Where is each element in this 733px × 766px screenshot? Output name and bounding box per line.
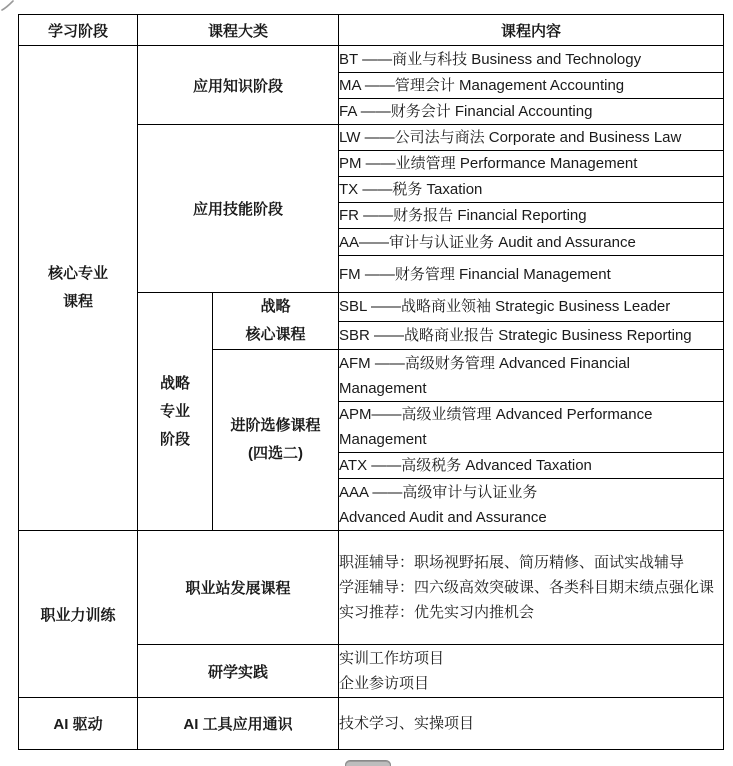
course-lw: LW ——公司法与商法 Corporate and Business Law [339,125,724,151]
category-cell-research-practice: 研学实践 [138,645,339,698]
header-row [19,15,724,46]
practice-line-workshop: 实训工作坊项目 [339,650,445,667]
stage-core-line-1: 核心专业 [47,265,108,282]
course-afm-line-2: Management [339,379,427,397]
electives-label-line-2: (四选二) [248,445,303,462]
strategic-stage-line-3: 阶段 [159,430,190,448]
course-fa: FA ——财务会计 Financial Accounting [339,99,724,125]
category-cell-applied-knowledge: 应用知识阶段 [138,46,339,125]
subcategory-cell-electives [213,350,339,531]
electives-label-line-1: 进阶选修课程 [230,417,321,434]
course-row-bt [19,46,724,73]
category-cell-career-development: 职业站发展课程 [138,531,339,645]
course-aaa [339,479,724,531]
strategic-stage-line-2: 专业 [159,402,190,420]
practice-line-visit: 企业参访项目 [339,675,430,692]
course-ma: MA ——管理会计 Management Accounting [339,73,724,99]
course-afm-line-1: AFM ——高级财务管理 Advanced Financial [339,354,630,372]
ai-row [19,698,724,750]
course-bt: BT ——商业与科技 Business and Technology [339,46,724,73]
course-atx: ATX ——高级税务 Advanced Taxation [339,453,724,479]
corner-stroke-decoration [1,0,17,12]
stage-cell-ai-driven: AI 驱动 [19,698,138,750]
course-aaa-line-2: Advanced Audit and Assurance [339,508,547,526]
course-tx: TX ——税务 Taxation [339,177,724,203]
course-fr: FR ——财务报告 Financial Reporting [339,203,724,229]
horizontal-scrollbar-thumb[interactable] [345,760,391,766]
career-development-row [19,531,724,645]
course-table [18,14,724,750]
course-sbl: SBL ——战略商业领袖 Strategic Business Leader [339,293,724,322]
course-afm [339,350,724,402]
strategic-core-line-1: 战略 [260,298,291,315]
course-aa: AA——审计与认证业务 Audit and Assurance [339,229,724,256]
strategic-stage-line-1: 战略 [159,374,190,392]
strategic-core-line-2: 核心课程 [245,326,306,343]
header-category: 课程大类 [138,15,339,46]
career-line-internship: 实习推荐：优先实习内推机会 [339,604,535,621]
course-apm-line-1: APM——高级业绩管理 Advanced Performance [339,406,653,423]
course-fm: FM ——财务管理 Financial Management [339,256,724,293]
course-apm [339,402,724,453]
course-aaa-line-1: AAA ——高级审计与认证业务 [339,483,538,501]
category-cell-ai-tools: AI 工具应用通识 [138,698,339,750]
course-apm-line-2: Management [339,431,427,448]
career-line-coaching: 职涯辅导：职场视野拓展、简历精修、面试实战辅导 [339,554,685,571]
course-sbr: SBR ——战略商业报告 Strategic Business Reporting [339,321,724,350]
stage-cell-career-training: 职业力训练 [19,531,138,698]
course-pm: PM ——业绩管理 Performance Management [339,151,724,177]
header-stage: 学习阶段 [19,15,138,46]
career-development-content [339,531,724,645]
subcategory-cell-strategic-core [213,293,339,350]
category-cell-strategic-stage [138,293,213,531]
stage-core-line-2: 课程 [62,293,93,310]
ai-content: 技术学习、实操项目 [339,698,724,750]
stage-cell-core-professional [19,46,138,531]
category-cell-applied-skills: 应用技能阶段 [138,125,339,293]
research-practice-content [339,645,724,698]
header-content: 课程内容 [339,15,724,46]
career-line-study: 学涯辅导：四六级高效突破课、各类科目期末绩点强化课 [339,579,715,596]
